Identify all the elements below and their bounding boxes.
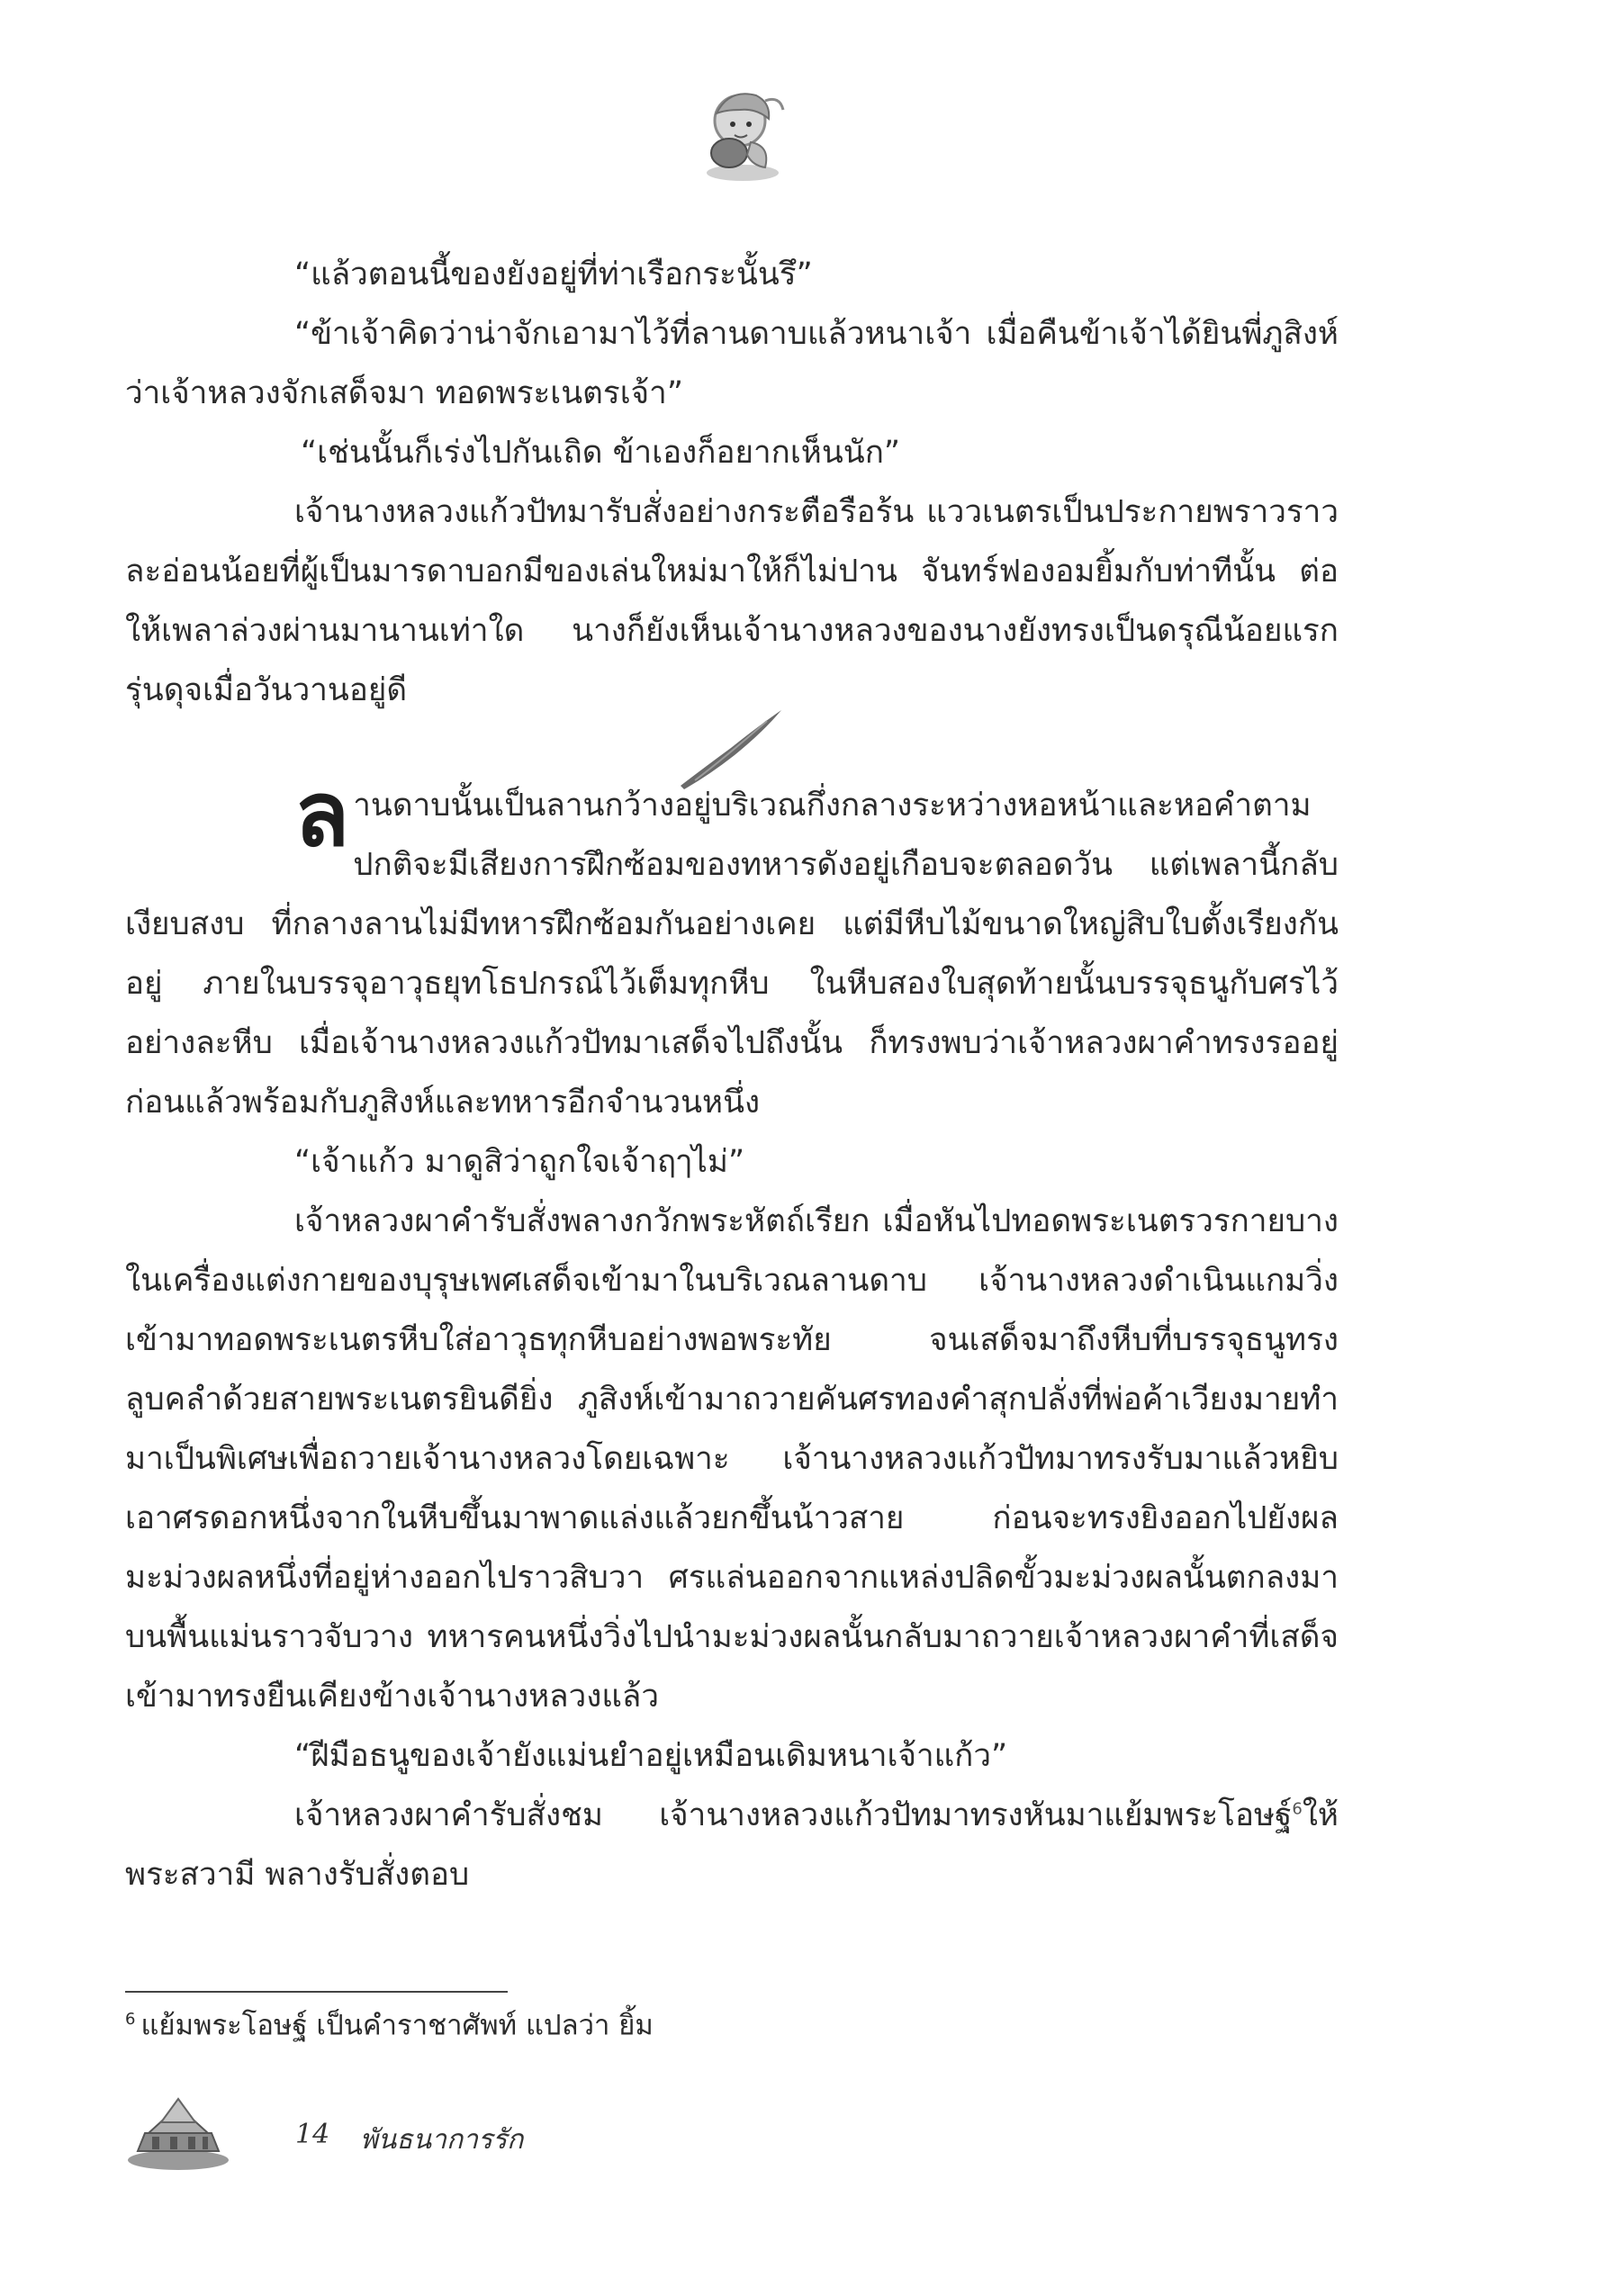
footnote-number: 6 — [125, 2010, 136, 2029]
page-number: 14 — [295, 2119, 330, 2150]
paragraph-6: “เจ้าแก้ว มาดูสิว่าถูกใจเจ้าฤๅไม่” — [294, 1144, 745, 1180]
drop-cap-letter: ล — [294, 761, 350, 867]
paragraph-5-text: านดาบนั้นเป็นลานกว้างอยู่บริเวณกึ่งกลางระหว่างหอหน้าและหอคำตามปกติจะมีเสียงการฝึกซ้อมของทหารดังอยู่เกือบจะตลอดวัน แต่เพลานี้กลับเงียบสงบ ที่กลางลานไม่มีทหารฝึกซ้อมกันอย่างเคย แต่มีหีบไม้ขนาดใหญ่สิบใบตั้งเรียงกันอยู่ ภายในบรรจุอาวุธยุทโธปกรณ์ไว้เต็มทุกหีบ ในหีบสองใบสุดท้ายนั้นบรรจุธนูกับศรไว้อย่างละหีบ เมื่อเจ้านางหลวงแก้วปัทมาเสด็จไปถึงนั้น ก็ทรงพบว่าเจ้าหลวงผาคำทรงรออยู่ก่อนแล้วพร้อมกับภูสิงห์และทหารอีกจำนวนหนึ่ง — [125, 788, 1339, 1121]
paragraph-9-text: เจ้าหลวงผาคำรับสั่งชม เจ้านางหลวงแก้วปัทมาทรงหันมาแย้มพระโอษฐ์ — [294, 1797, 1293, 1833]
paragraph-8: “ฝีมือธนูของเจ้ายังแม่นยำอยู่เหมือนเดิมหนาเจ้าแก้ว” — [294, 1738, 1008, 1774]
brush-stroke-icon — [677, 705, 785, 790]
paragraph-9 — [125, 1786, 1339, 1904]
footnote-reference: 6 — [1292, 1799, 1303, 1819]
child-mascot-ornament-icon — [693, 83, 792, 184]
book-title: พันธนาการรัก — [360, 2124, 524, 2156]
paragraph-1: “แล้วตอนนี้ของยังอยู่ที่ท่าเรือกระนั้นรึ” — [294, 257, 813, 293]
paragraph-3: “เช่นนั้นก็เร่งไปกันเถิด ข้าเองก็อยากเห็นนัก” — [301, 435, 901, 471]
paragraph-4: เจ้านางหลวงแก้วปัทมารับสั่งอย่างกระตือรือร้น แววเนตรเป็นประกายพราวราวละอ่อนน้อยที่ผู้เป็นมารดาบอกมีของเล่นใหม่มาให้ก็ไม่ปาน จันทร์ฟองอมยิ้มกับท่าทีนั้น ต่อให้เพลาล่วงผ่านมานานเท่าใด นางก็ยังเห็นเจ้านางหลวงของนางยังทรงเป็นดรุณีน้อยแรกรุ่นดุจเมื่อวันวานอยู่ดี — [125, 494, 1339, 708]
paragraph-2: “ข้าเจ้าคิดว่าน่าจักเอามาไว้ที่ลานดาบแล้วหนาเจ้า เมื่อคืนข้าเจ้าได้ยินพี่ภูสิงห์ว่าเจ้าหลวงจักเสด็จมา ทอดพระเนตรเจ้า” — [125, 316, 1339, 411]
body-text — [125, 245, 1339, 1904]
paragraph-5 — [125, 761, 1339, 1132]
paragraph-9-tail: ให้พระสวามี พลางรับสั่งตอบ — [125, 1797, 1339, 1893]
footnote-divider — [125, 1991, 508, 1993]
footnote — [125, 2000, 654, 2045]
paragraph-7: เจ้าหลวงผาคำรับสั่งพลางกวักพระหัตถ์เรียก เมื่อหันไปทอดพระเนตรวรกายบางในเครื่องแต่งกายของบุรุษเพศเสด็จเข้ามาในบริเวณลานดาบ เจ้านางหลวงดำเนินแกมวิ่งเข้ามาทอดพระเนตรหีบใส่อาวุธทุกหีบอย่างพอพระทัย จนเสด็จมาถึงหีบที่บรรจุธนูทรงลูบคลำด้วยสายพระเนตรยินดียิ่ง ภูสิงห์เข้ามาถวายคันศรทองคำสุกปลั่งที่พ่อค้าเวียงมายทำมาเป็นพิเศษเพื่อถวายเจ้านางหลวงโดยเฉพาะ เจ้านางหลวงแก้วปัทมาทรงรับมาแล้วหยิบเอาศรดอกหนึ่งจากในหีบขึ้นมาพาดแล่งแล้วยกขึ้นน้าวสาย ก่อนจะทรงยิงออกไปยังผลมะม่วงผลหนึ่งที่อยู่ห่างออกไปราวสิบวา ศรแล่นออกจากแหล่งปลิดขั้วมะม่วงผลนั้นตกลงมาบนพื้นแม่นราวจับวาง ทหารคนหนึ่งวิ่งไปนำมะม่วงผลนั้นกลับมาถวายเจ้าหลวงผาคำที่เสด็จเข้ามาทรงยืนเคียงข้างเจ้านางหลวงแล้ว — [125, 1203, 1339, 1715]
temple-building-icon — [125, 2097, 231, 2171]
footnote-text: แย้มพระโอษฐ์ เป็นคำราชาศัพท์ แปลว่า ยิ้ม — [140, 2009, 654, 2042]
